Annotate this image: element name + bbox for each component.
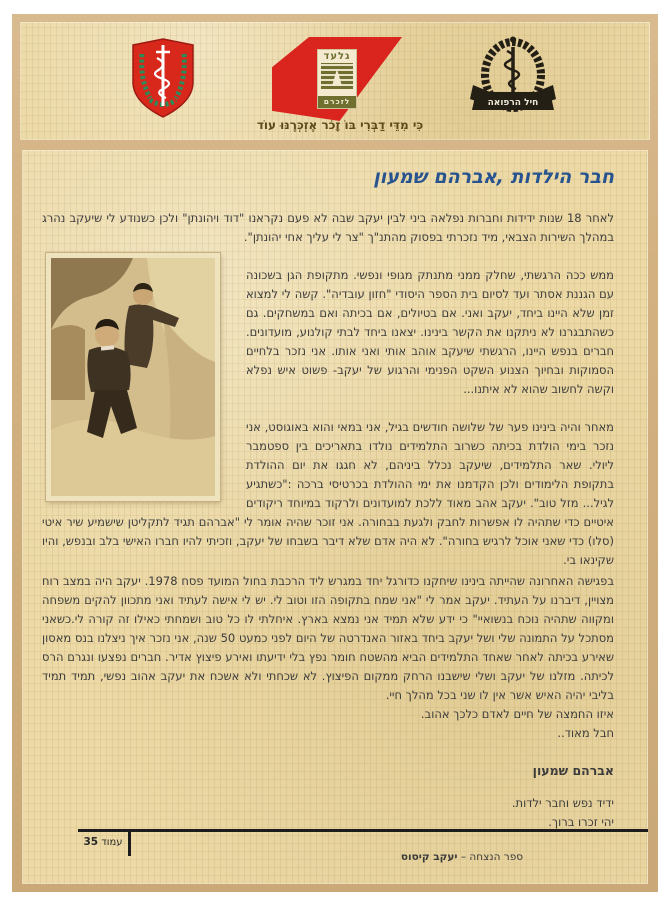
paragraph: ממש ככה הרגשתי, שחלק ממני מתנתק מגופי ונפשי. מתקופת הגן בשכונה עם הגננת אסתר ועד לסיום בית הספר היסודי "חזון עובדיה". קשה לי למצוא זמן שלא היינו ביחד, יעקב ואני. אם בטיולים, אם בכיתה ואם במשחקים. גם כשהתבגרנו לא ניתקנו את הקשר בינינו. יצאנו ביחד לבתי קולנוע, מועדונים. חברים בנפש היינו, הרגשתי שיעקב אוהב אותי ואני אותו. אני נזכר בלחיים הסמוקות ובחיוך הצנוע השקט הפנימי והרגוע של יעקב- פשוט איש נפלא וקשה לחשוב שהוא לא איתנו... xyxy=(246,268,614,396)
tree-icon xyxy=(332,69,342,86)
badge-label: חיל הרפואה xyxy=(487,98,539,108)
article-content xyxy=(22,209,614,743)
paragraph: חבל מאוד.. xyxy=(557,726,614,740)
paragraph: איזו החמצה של חיים לאדם כלכך אהוב. xyxy=(420,707,614,721)
page-number-label: עמוד xyxy=(101,837,123,848)
beret-badge-icon xyxy=(463,35,563,123)
book-reference xyxy=(382,851,542,863)
book-reference-label: ספר הנצחה – xyxy=(460,851,524,863)
paragraph: לאחר 18 שנות ידידות וחברות נפלאה ביני לבין יעקב שבה לא פעם נקראנו "דוד ויהונתן" ולכן כשנודע לי שיעקב נהרג במהלך השירות הצבאי, מיד נזכרתי בפסוק מהתנ"ך "צר לי עליך אחי יהונתן". xyxy=(42,211,614,244)
vintage-photo-illustration xyxy=(51,258,215,496)
banner-title: גלעד xyxy=(323,51,351,62)
closing-line: יהי זכרו ברוך. xyxy=(548,815,614,829)
footer-rule xyxy=(78,829,648,832)
page-frame xyxy=(12,14,658,892)
banner-logo-box xyxy=(317,49,357,109)
photo-two-boys xyxy=(46,253,220,501)
page-title: חבר הילדות ,אברהם שמעון xyxy=(373,166,614,188)
article-panel xyxy=(22,150,648,884)
banner-stripes xyxy=(321,63,353,89)
shield-icon xyxy=(130,38,196,118)
footer-divider xyxy=(128,829,131,856)
medical-corps-beret-badge xyxy=(463,35,563,123)
banner-subtitle: לזכרם xyxy=(318,96,356,108)
medical-corps-shield-emblem xyxy=(130,38,196,118)
memorial-verse: כִּי מִדֵּי דַבְּרִי בּוֹ זָכֹר אֶזְכְּרֶנּוּ עוֹד xyxy=(256,118,424,132)
paragraph: מאחר והיה בינינו פער של שלושה חודשים בגיל, אני במאי והוא באוגוסט, אני נזכר בימי הולדת בכיתה כשרוב התלמידים נולדו בתאריכים בין ספטמבר ליולי. שאר התלמידים, שיעקב נכלל ביניהם, לא חגגו את יום ההולדת בתקופת הלימודים ולכן הקדמנו את ימי ההולדת בכרטיסי ברכה :"כשתגיע לגיל... מזל טוב". יעקב אהב מאוד ללכת למועדונים ולרקוד במיוחד ריקודים איטיים כדי שתהיה לו אפשרות לחבק ולגעת בבחורה. אני זוכר שהיה אומר לי "אברהם תגיד לתקליטן שישמיע שיר איטי (סלו) כדי שאני אוכל לרגיש בחורה". לא היה אדם שלא דיבר בשבחו של יעקב, וזכיתי להיו חברו האישי בלב ובנפש, והיו שקינאו בי. xyxy=(42,420,614,567)
paragraph: בפגישה האחרונה שהייתה בינינו שיחקנו כדורגל יחד במגרש ליד הרכבת בחול המועד פסח 1978. יעקב היה במצב רוח מצויין, דיברנו על העתיד. יעקב אמר לי "אני שמח בתקופה הזו וטוב לי. יש לי אישה לעתיד ואני מתכוון להקים משפחה ומקווה שתהיה נוכח בנשואיי" כי ידע שלא תמיד אני נמצא בארץ. איחלתי לו כל טוב ושמחתי כאילו זה קורה לי.כשאני מסתכל על התמונה שלי ושל יעקב ביחד באזור האנדרטה של היום לפני כמעט 50 שנה, אני נזכר איך ניצלנו בנס מאסון שאירע בכיתה לאחר שאחד התלמידים הביא מהשטח חומר נפץ בלי ידיעתו ואירע פיצוץ אדיר. חברים נפצעו ונגרם הרס לכיתה. מזלנו של יעקב ושלי שישבנו הרחק ממקום הפיצוץ. לא שכחתי ולא אשכח את יעקב אהוב נפשי, תמיד תמיד בליבי יהיה האיש אשר אין לו שני בכל מהלך חיי. xyxy=(42,574,614,702)
closing-lines xyxy=(22,794,614,832)
closing-line: ידיד נפש וחבר ילדות. xyxy=(511,796,614,810)
book-reference-name: יעקב קיסוס xyxy=(400,851,458,863)
author-signature: אברהם שמעון xyxy=(532,763,614,778)
page-number xyxy=(80,836,126,848)
page-number-value: 35 xyxy=(83,836,99,848)
header-band xyxy=(20,22,650,140)
gilad-memorial-banner xyxy=(272,37,402,121)
